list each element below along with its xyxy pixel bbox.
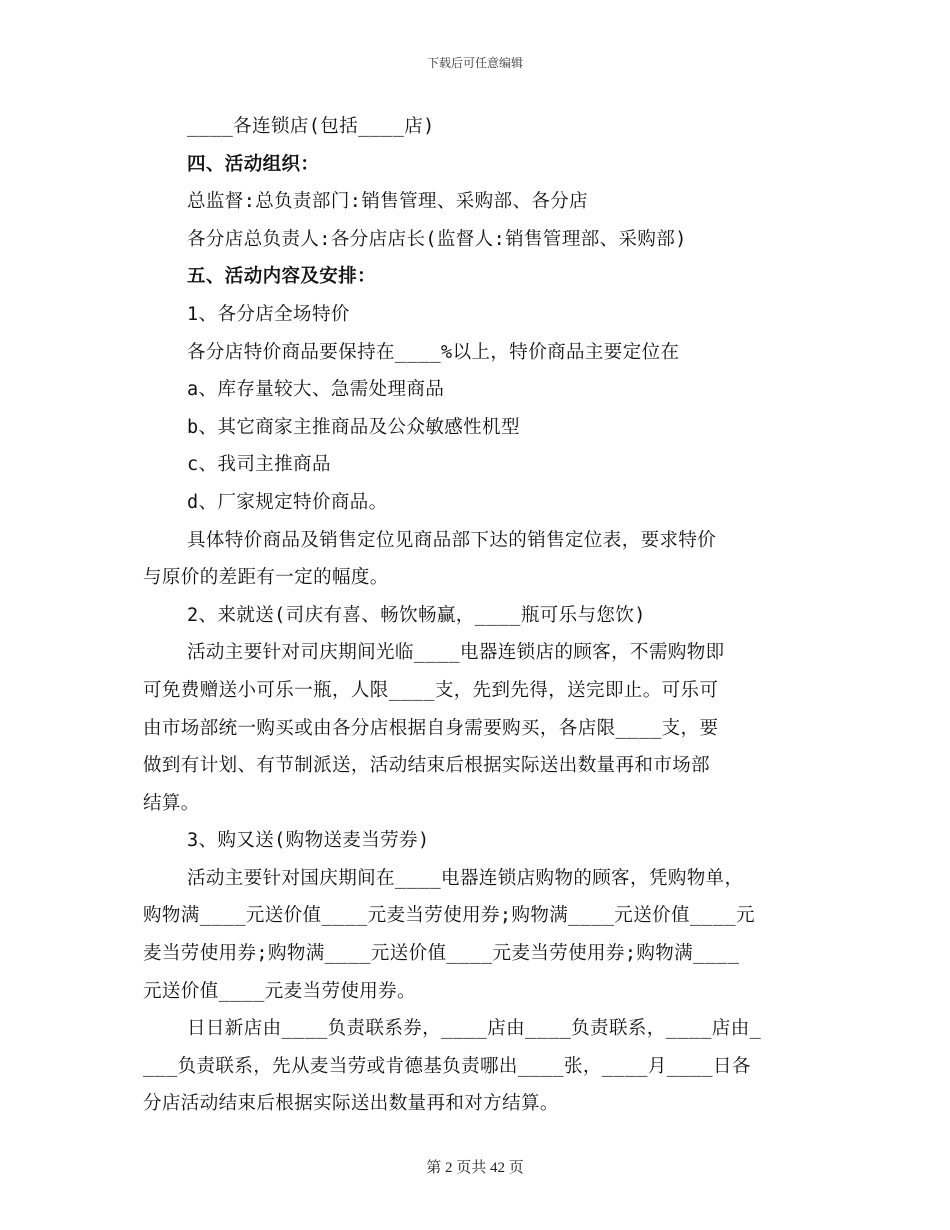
text-line: 分店活动结束后根据实际送出数量再和对方结算。 (143, 1093, 559, 1115)
text-line: 购物满____元送价值____元麦当劳使用券;购物满____元送价值____元 (143, 905, 755, 927)
list-item: d、厂家规定特价商品。 (187, 491, 388, 513)
subsection-heading: 3、购又送(购物送麦当劳券) (187, 830, 430, 852)
text-line: 活动主要针对司庆期间光临____电器连锁店的顾客，不需购物即 (187, 642, 725, 664)
text-line: 活动主要针对国庆期间在____电器连锁店购物的顾客，凭购物单， (187, 867, 744, 889)
text-line: ____各连锁店(包括____店) (187, 116, 435, 137)
text-line: ___负责联系，先从麦当劳或肯德基负责哪出____张，____月____日各 (143, 1055, 751, 1077)
list-item: c、我司主推商品 (187, 454, 331, 476)
subsection-heading: 1、各分店全场特价 (187, 303, 350, 325)
subsection-heading: 2、来就送(司庆有喜、畅饮畅赢，____瓶可乐与您饮) (187, 604, 646, 626)
text-line: 由市场部统一购买或由各分店根据自身需要购买，各店限____支，要 (143, 717, 719, 739)
text-line: 总监督:总负责部门:销售管理、采购部、各分店 (187, 191, 589, 213)
text-line: 各分店总负责人:各分店店长(监督人:销售管理部、采购部) (187, 228, 687, 250)
section-heading: 四、活动组织： (187, 153, 320, 175)
text-line: 元送价值____元麦当劳使用券。 (143, 980, 416, 1002)
section-heading: 五、活动内容及安排： (187, 266, 377, 288)
text-line: 与原价的差距有一定的幅度。 (143, 567, 389, 589)
text-line: 日日新店由____负责联系券，____店由____负责联系，____店由_ (187, 1018, 762, 1040)
list-item: a、库存量较大、急需处理商品 (187, 379, 445, 401)
text-line: 具体特价商品及销售定位见商品部下达的销售定位表，要求特价 (187, 529, 717, 551)
document-body (143, 108, 803, 1123)
text-line: 做到有计划、有节制派送，活动结束后根据实际送出数量再和市场部 (143, 755, 711, 777)
page-footer: 第 2 页共 42 页 (426, 1160, 524, 1176)
text-line: 结算。 (143, 792, 200, 814)
list-item: b、其它商家主推商品及公众敏感性机型 (187, 416, 520, 438)
text-line: 可免费赠送小可乐一瓶，人限____支，先到先得，送完即止。可乐可 (143, 679, 719, 701)
text-line: 麦当劳使用券;购物满____元送价值____元麦当劳使用券;购物满____ (143, 943, 740, 965)
page-header: 下载后可任意编辑 (426, 56, 523, 70)
text-line: 各分店特价商品要保持在____%以上，特价商品主要定位在 (187, 341, 680, 363)
